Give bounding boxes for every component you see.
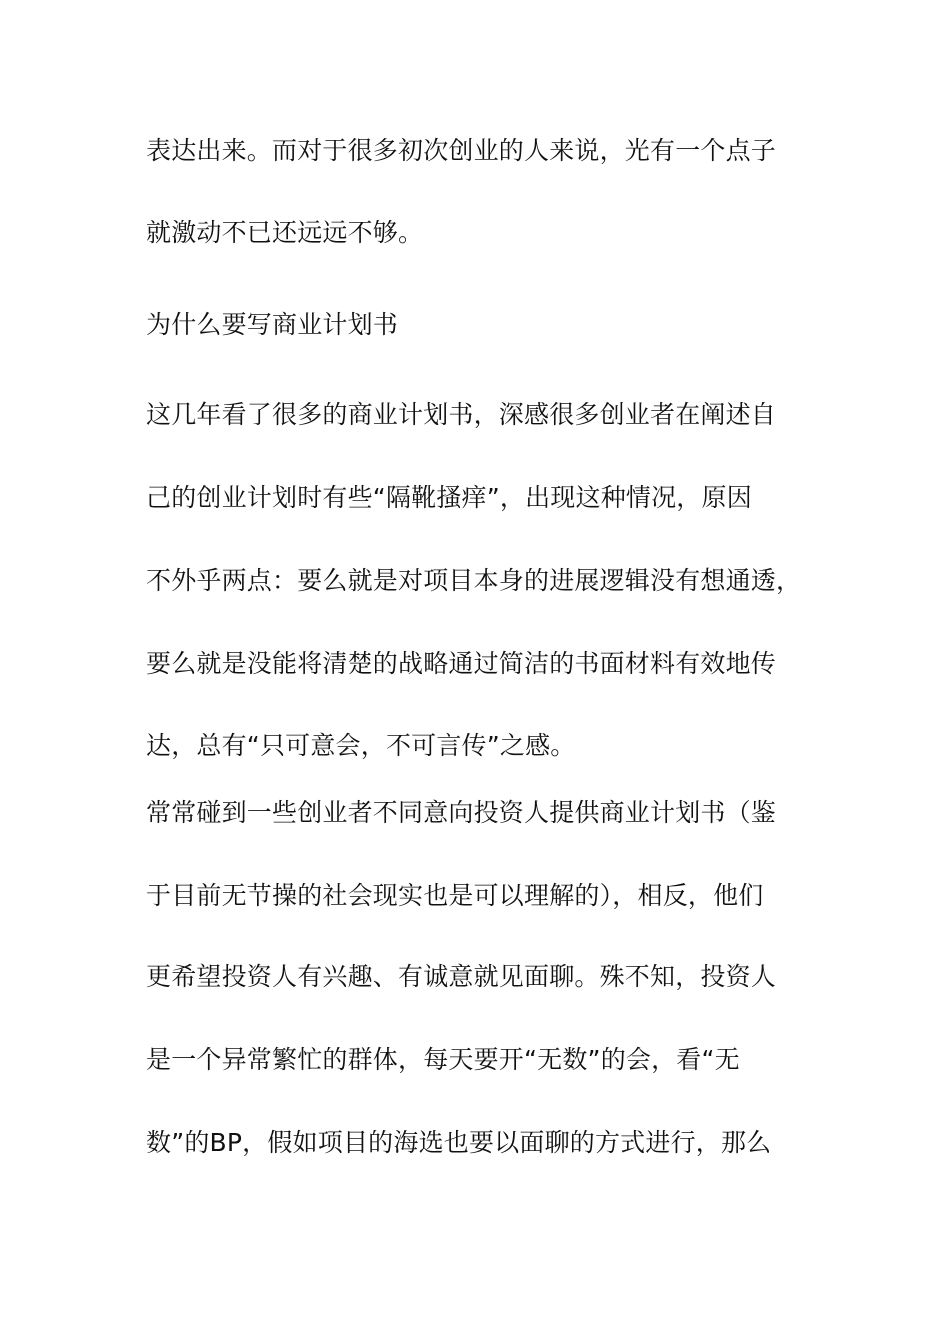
text-line-9: 于目前无节操的社会现实也是可以理解的），相反，他们: [146, 881, 764, 910]
section-heading: 为什么要写商业计划书: [146, 310, 399, 339]
text-line-8: 常常碰到一些创业者不同意向投资人提供商业计划书（鉴: [146, 798, 777, 827]
text-line-1: 表达出来。而对于很多初次创业的人来说，光有一个点子: [146, 136, 777, 165]
text-line-7: 达，总有“只可意会，不可言传”之感。: [146, 731, 576, 760]
text-line-11: 是一个异常繁忙的群体，每天要开“无数”的会，看“无: [146, 1045, 740, 1074]
text-line-4: 己的创业计划时有些“隔靴搔痒”，出现这种情况，原因: [146, 483, 752, 512]
text-line-6: 要么就是没能将清楚的战略通过简洁的书面材料有效地传: [146, 649, 777, 678]
text-line-12: 数”的BP，假如项目的海选也要以面聊的方式进行，那么: [146, 1128, 772, 1157]
text-line-2: 就激动不已还远远不够。: [146, 218, 424, 247]
text-line-5: 不外乎两点：要么就是对项目本身的进展逻辑没有想通透，: [146, 566, 802, 595]
text-line-3: 这几年看了很多的商业计划书，深感很多创业者在阐述自: [146, 400, 777, 429]
text-line-10: 更希望投资人有兴趣、有诚意就见面聊。殊不知，投资人: [146, 962, 777, 991]
